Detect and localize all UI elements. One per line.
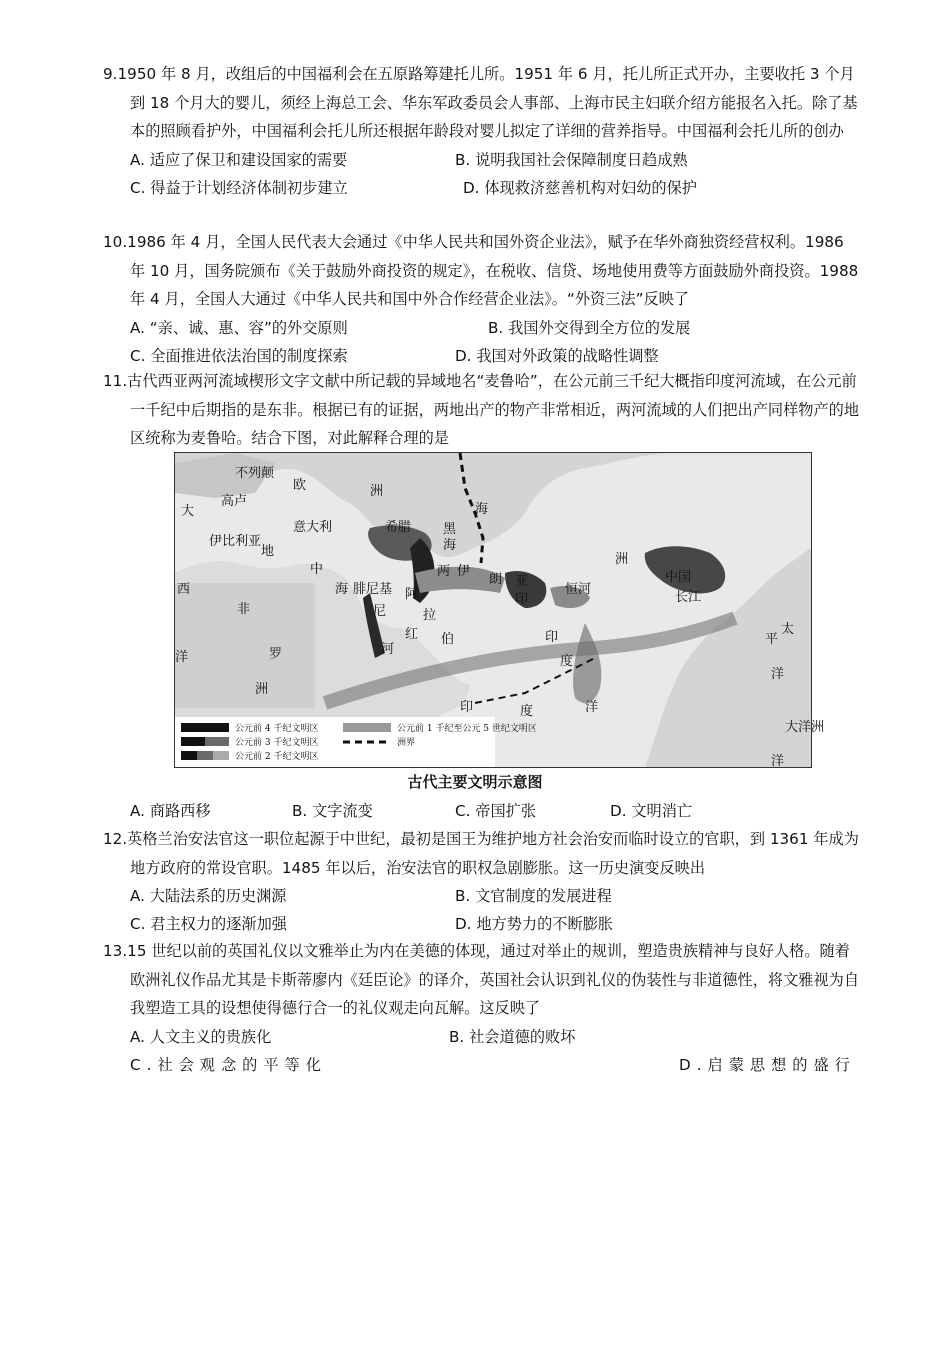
map-label: 公元前 2 千纪文明区	[235, 752, 319, 762]
options-row	[103, 1051, 863, 1079]
question-stem: 1986 年 4 月，全国人民代表大会通过《中华人民共和国外资企业法》，赋予在华外商独资经营权利。1986 年 10 月，国务院颁布《关于鼓励外商投资的规定》，在税收、信贷、场地使用费等方面鼓励外商投资。1988 年 4 月，全国人大通过《中华人民共和国中外合作经营企业法》。“外资三法”反映了	[127, 233, 859, 308]
map-label: 中国	[665, 570, 692, 585]
map-label: 亚	[515, 574, 529, 589]
map-label: 非	[237, 602, 251, 617]
map-label: 河	[381, 642, 395, 657]
map-svg	[175, 453, 825, 769]
options-row	[103, 797, 863, 825]
options-row	[103, 146, 863, 174]
map-label: 不列颠	[235, 466, 275, 481]
map-label: 高卢	[221, 494, 248, 509]
map-label: 洋	[771, 667, 785, 682]
ancient-civilizations-map	[174, 452, 825, 769]
map-label: 伊比利亚	[209, 534, 262, 549]
option-d[interactable]: D. 文明消亡	[610, 802, 693, 820]
map-label: 红	[405, 627, 419, 642]
map-label: 洋	[175, 650, 189, 665]
options-row	[103, 1023, 863, 1051]
option-a[interactable]: A. 大陆法系的历史渊源	[130, 887, 287, 905]
map-label: 洋	[771, 754, 785, 769]
map-label: 西	[177, 582, 191, 597]
option-b[interactable]: B. 说明我国社会保障制度日趋成熟	[455, 150, 688, 169]
option-b[interactable]: B. 文官制度的发展进程	[455, 887, 612, 905]
option-a[interactable]: A. 人文主义的贵族化	[130, 1027, 272, 1046]
map-label: 罗	[269, 647, 283, 662]
map-label: 洲	[370, 484, 384, 499]
map-legend	[175, 717, 537, 767]
option-b[interactable]: B. 我国外交得到全方位的发展	[488, 318, 691, 337]
map-label: 欧	[293, 478, 307, 493]
map-label: 洲	[615, 552, 629, 567]
map-label: 恒河	[565, 582, 592, 597]
option-c[interactable]: C.社会观念的平等化	[130, 1055, 327, 1074]
question-12	[103, 825, 863, 938]
question-stem: 15 世纪以前的英国礼仪以文雅举止为内在美德的体现，通过对举止的规训，塑造贵族精神与良好人格。随着欧洲礼仪作品尤其是卡斯蒂廖内《廷臣论》的译介，英国社会认识到礼仪的伪装性与非道德性，将文雅视为自我塑造工具的设想使得德行合一的礼仪观走向瓦解。这反映了	[127, 942, 859, 1017]
option-c[interactable]: C. 帝国扩张	[455, 802, 537, 820]
map-label: 黑	[443, 522, 457, 537]
map-label: 拉	[423, 608, 437, 623]
map-label: 海	[335, 582, 349, 597]
option-a[interactable]: A. 商路西移	[130, 802, 211, 820]
option-b[interactable]: B. 社会道德的败坏	[449, 1027, 576, 1046]
option-d[interactable]: D. 我国对外政策的战略性调整	[455, 346, 659, 365]
map-label: 公元前 4 千纪文明区	[235, 724, 319, 734]
question-9	[103, 60, 863, 202]
question-number: 13.	[103, 942, 128, 960]
options-row	[103, 882, 863, 910]
map-label: 尼	[373, 604, 387, 619]
options-row	[103, 314, 863, 342]
question-stem: 英格兰治安法官这一职位起源于中世纪，最初是国王为维护地方社会治安而临时设立的官职，到 1361 年成为地方政府的常设官职。1485 年以后，治安法官的职权急剧膨胀。这一历史演变反映出	[127, 830, 859, 877]
map-label: 公元前 1 千纪至公元 5 世纪文明区	[397, 724, 537, 734]
option-c[interactable]: C. 全面推进依法治国的制度探索	[130, 346, 348, 365]
map-label: 海	[475, 502, 489, 517]
option-b[interactable]: B. 文字流变	[292, 802, 373, 820]
map-label: 度	[560, 654, 574, 669]
question-13	[103, 937, 863, 1079]
map-label: 洲界	[397, 738, 416, 748]
map-label: 平	[765, 632, 779, 647]
question-number: 9.	[103, 65, 118, 83]
map-label: 两	[437, 564, 451, 579]
question-stem: 1950 年 8 月，改组后的中国福利会在五原路筹建托儿所。1951 年 6 月，托儿所正式开办，主要收托 3 个月到 18 个月大的婴儿，须经上海总工会、华东军政委员会人事部、上海市民主妇联介绍方能报名入托。除了基本的照顾看护外，中国福利会托儿所还根据年龄段对婴儿拟定了详细的营养指导。中国福利会托儿所的创办	[117, 65, 858, 140]
option-d[interactable]: D. 体现救济慈善机构对妇幼的保护	[463, 178, 697, 197]
option-a[interactable]: A. “亲、诚、惠、容”的外交原则	[130, 318, 348, 337]
map-label: 地	[261, 544, 275, 559]
map-label: 太	[781, 622, 795, 637]
option-d[interactable]: D. 地方势力的不断膨胀	[455, 915, 614, 933]
question-number: 10.	[103, 233, 128, 251]
map-label: 公元前 3 千纪文明区	[235, 738, 319, 748]
options-row	[103, 910, 863, 938]
question-10	[103, 228, 863, 370]
map-label: 洋	[585, 700, 599, 715]
map-label: 腓尼基	[353, 582, 393, 597]
map-label: 印	[515, 592, 529, 607]
map-label: 洲	[255, 682, 269, 697]
map-label: 印	[460, 700, 474, 715]
question-number: 12.	[103, 830, 128, 848]
map-label: 伯	[441, 632, 455, 647]
question-11	[103, 367, 863, 453]
map-label: 希腊	[385, 520, 412, 535]
option-c[interactable]: C. 得益于计划经济体制初步建立	[130, 178, 348, 197]
map-label: 阿	[405, 587, 419, 602]
question-stem: 古代西亚两河流域楔形文字文献中所记载的异域地名“麦鲁哈”，在公元前三千纪大概指印度河流域，在公元前一千纪中后期指的是东非。根据已有的证据，两地出产的物产非常相近，两河流域的人们把出产同样物产的地区统称为麦鲁哈。结合下图，对此解释合理的是	[127, 372, 859, 447]
question-number: 11.	[103, 372, 128, 390]
options-row	[103, 174, 863, 202]
map-label: 长江	[675, 590, 702, 605]
map-label: 中	[310, 562, 324, 577]
option-a[interactable]: A. 适应了保卫和建设国家的需要	[130, 150, 348, 169]
option-d[interactable]: D.启蒙思想的盛行	[679, 1055, 856, 1074]
map-label: 意大利	[293, 520, 333, 535]
map-label: 朗	[489, 572, 503, 587]
option-c[interactable]: C. 君主权力的逐渐加强	[130, 915, 287, 933]
map-caption: 古代主要文明示意图	[407, 773, 543, 791]
options-row	[103, 342, 863, 370]
map-label: 印	[545, 630, 559, 645]
question-11-options	[103, 797, 863, 825]
map-label: 大	[181, 504, 195, 519]
map-label: 度	[520, 704, 534, 719]
map-label: 海	[443, 538, 457, 553]
map-label: 伊	[457, 564, 471, 579]
map-label: 大洋洲	[785, 720, 825, 735]
